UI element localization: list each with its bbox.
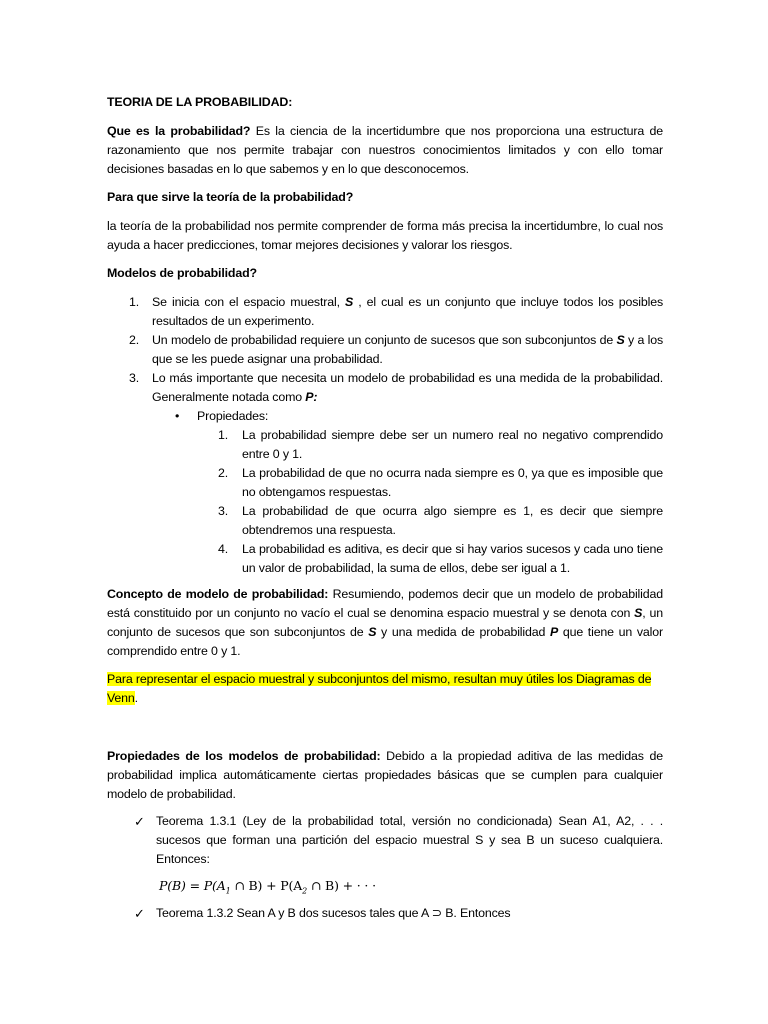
paragraph-que-es bbox=[107, 122, 663, 179]
list-number: 3. bbox=[218, 504, 229, 518]
heading-para-que-sirve: Para que sirve la teoría de la probabilidad? bbox=[107, 190, 354, 204]
bullet-icon: • bbox=[175, 409, 180, 423]
highlighted-text: Para representar el espacio muestral y subconjuntos del mismo, resultan muy útiles los Diagramas de Venn bbox=[107, 672, 652, 705]
sub-list-item: 2. La probabilidad de que no ocurra nada siempre es 0, ya que es imposible que no obtengamos respuestas. bbox=[218, 466, 663, 499]
document-title: TEORIA DE LA PROBABILIDAD: bbox=[107, 95, 293, 109]
theorem-1-3-1: ✓ Teorema 1.3.1 (Ley de la probabilidad total, versión no condicionada) Sean A1, A2, . . . sucesos que forman una partición del espacio muestral S y sea B un suceso cualquiera. Entonces: bbox=[134, 814, 663, 866]
heading-modelos: Modelos de probabilidad? bbox=[107, 266, 257, 280]
list-item: 2. Un modelo de probabilidad requiere un conjunto de sucesos que son subconjuntos de S y a los que se les puede asignar una probabilidad. bbox=[129, 333, 663, 366]
paragraph-lead: Que es la probabilidad? bbox=[107, 124, 251, 138]
list-number: 2. bbox=[218, 466, 229, 480]
bullet-item: • Propiedades: bbox=[107, 407, 663, 426]
paragraph-concepto: Concepto de modelo de probabilidad: Resumiendo, podemos decir que un modelo de probabilidad está constituido por un conjunto no vacío el cual se denomina espacio muestral y se denota con S, un conjunto de sucesos que son subconjuntos de S y una medida de probabilidad P que tiene un valor comprendido entre 0 y 1. bbox=[107, 587, 663, 658]
list-number: 3. bbox=[129, 371, 140, 385]
paragraph-propiedades: Propiedades de los modelos de probabilidad: Debido a la propiedad aditiva de las medidas de probabilidad implica automáticamente ciertas propiedades básicas que se cumplen para cualquier modelo de probabilidad. bbox=[107, 749, 663, 801]
list-number: 1. bbox=[218, 428, 229, 442]
checkmark-icon: ✓ bbox=[134, 906, 145, 921]
checkmark-icon: ✓ bbox=[134, 814, 145, 829]
sub-list-item: 1. La probabilidad siempre debe ser un numero real no negativo comprendido entre 0 y 1. bbox=[218, 428, 663, 461]
list-number: 2. bbox=[129, 333, 140, 347]
list-item: 1. Se inicia con el espacio muestral, S , el cual es un conjunto que incluye todos los posibles resultados de un experimento. bbox=[129, 295, 663, 328]
numbered-list bbox=[107, 293, 663, 578]
sub-list-item: 3. La probabilidad de que ocurra algo siempre es 1, es decir que siempre obtendremos una respuesta. bbox=[218, 504, 663, 537]
paragraph-text: Es la ciencia de la incertidumbre que nos proporciona una estructura de razonamiento que nos permite trabajar con nuestros conocimientos limitados y con ello tomar decisiones basadas en lo que sabemos y en lo que desconocemos. bbox=[107, 124, 663, 176]
list-number: 4. bbox=[218, 542, 229, 556]
sub-list-item: 4. La probabilidad es aditiva, es decir que si hay varios sucesos y cada uno tiene un valor de probabilidad, la suma de ellos, debe ser igual a 1. bbox=[218, 542, 663, 575]
formula-total-probability: $P(B) = P(A_1$ ∩ $B) + P(A_2$ ∩ B) + · · · bbox=[159, 878, 376, 896]
theorem-1-3-2: ✓ Teorema 1.3.2 Sean A y B dos sucesos tales que A ⊃ B. Entonces bbox=[134, 906, 511, 921]
paragraph-venn: Para representar el espacio muestral y subconjuntos del mismo, resultan muy útiles los Diagramas de Venn. bbox=[107, 672, 652, 705]
paragraph-para-que-sirve: la teoría de la probabilidad nos permite comprender de forma más precisa la incertidumbre, lo cual nos ayuda a hacer predicciones, tomar mejores decisiones y valorar los riesgos. bbox=[107, 219, 663, 252]
list-number: 1. bbox=[129, 295, 140, 309]
list-item: 3. Lo más importante que necesita un modelo de probabilidad es una medida de la probabilidad. Generalmente notada como P: bbox=[129, 371, 663, 404]
